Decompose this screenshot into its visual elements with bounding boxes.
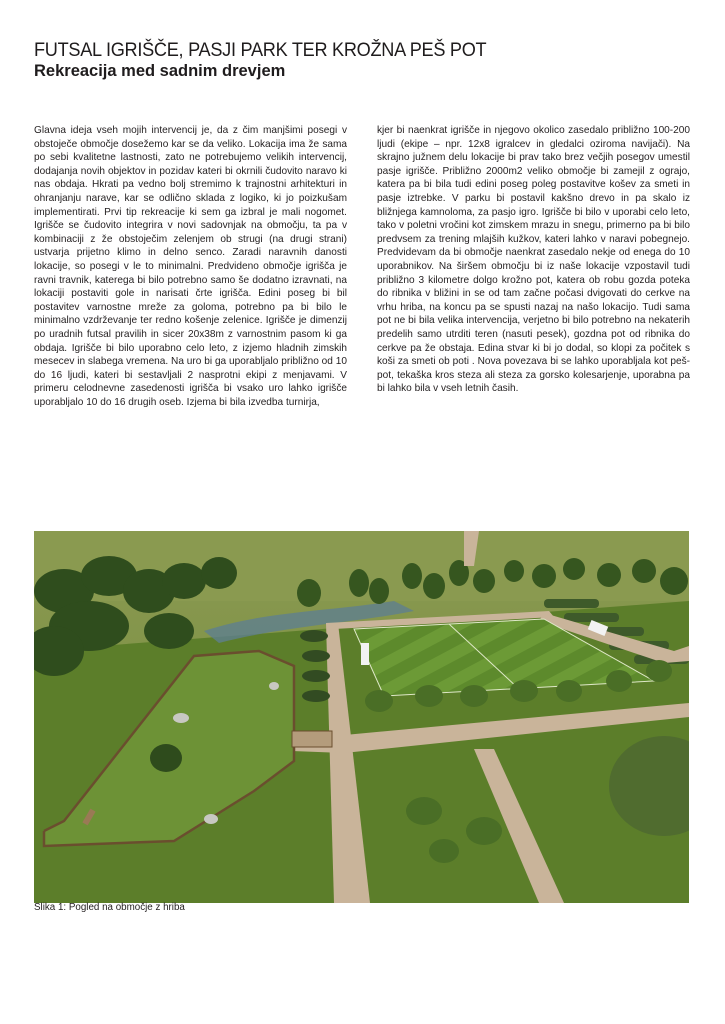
dog-park-entrance bbox=[292, 731, 332, 747]
dog-park-tree bbox=[150, 744, 182, 772]
aerial-render-image bbox=[34, 531, 689, 903]
paragraph-left: Glavna ideja vseh mojih intervencij je, da z čim manjšimi posegi v obstoječe območje dosežemo kar se da veliko. Lokacija ima že sama po sebi kvalitetne lastnosti, zato ne potrebujemo velikih intervencij, dodajanja novih objektov in pozidav kateri bi okrnili čudovito naravo ki nas obdaja. Hkrati pa vedno bolj stremimo k trajnostni arhitekturi in ohranjanju narave, kar se odlično sklada z logiko, ki jo poizkušam implementirati. Prvi tip rekreacije ki sem ga izbral je mali nogomet. Igrišče se čudovito integrira v novi sadovnjak na območju, ta pa v kombinaciji z že obstoječim zelenjem ob strugi (na drugi strani) ustvarja prijetno klimo in delno senco. Zaradi naravnih danosti lokacije, so posegi v le to minimalni. Predvideno območje igrišča je ravni travnik, katerega bi bilo potrebno samo še dodatno izravnati, na lokaciji postaviti gole in narisati črte igrišča. Edini poseg bi bil postavitev varnostne mreže za goloma, potrebno pa bi bilo le minimalno vzdrževanje ter redno košenje zelenice. Igrišče je dimenzij po uradnih futsal pravilih in sicer 20x38m z varnostnim pasom ki ga obdaja. Igrišče bi bilo uporabno celo leto, z izjemo hladnih zimskih mesecev in slabega vremena. Na uro bi ga uporabljalo približno od 10 do 16 ljudi, kateri bi sestavljali 2 nasprotni ekipi z menjavami. V primeru celodnevne zasedenosti igrišča bi vsako uro lahko igrišče uporabljalo 10 do 16 drugih oseb. Izjema bi bila izvedba turnirja, bbox=[34, 125, 347, 408]
body-column-right bbox=[377, 124, 690, 396]
body-column-left bbox=[34, 124, 347, 409]
figure-caption: Slika 1: Pogled na območje z hriba bbox=[34, 902, 185, 913]
page-subtitle: Rekreacija med sadnim drevjem bbox=[34, 62, 286, 80]
paragraph-right: kjer bi naenkrat igrišče in njegovo okolico zasedalo približno 100-200 ljudi (ekipe – npr. 12x8 igralcev in gledalci oziroma navijači). Na skrajno južnem delu lokacije bi prav tako brez večjih posegov umestil pasje igrišče. Približno 2000m2 veliko območje bi zamejil z ograjo, katera pa bi bila tudi edini poseg poleg postavitve košev za smeti in pasje iztrebke. V parku bi postavil kakšno drevo in pa skalo iz bližnjega kamnoloma, za pasjo igro. Igrišče bi bilo v uporabi celo leto, tako v poletni vročini kot zimskem mrazu in snegu, primerno pa bi bilo predvsem za trening mlajših kužkov, kateri lahko v naravi pobegnejo. Predvidevam da bi območje naenkrat zasedalo nekje od enega do 10 uporabnikov. Na širšem območju bi iz naše lokacije vzpostavil tudi približno 3 kilometre dolgo krožno pot, katera ob robu gozda poteka do ribnika v bližini in se od tam začne počasi dvigovati do cerkve na vrhu hriba, na koncu pa se spusti nazaj na našo lokacijo. Tudi sama pot ne bi bila velika intervencija, verjetno bi bilo potrebno na nekaterih predelih samo utrditi teren (nasuti pesek), gozdna pot od ribnika do cerkve pa že obstaja. Edina stvar ki bi jo dodal, so klopi za počitek s koši za smeti ob poti . Nova povezava bi se lahko uporabljala kot pešpot, tekaška kros steza ali steza za gorsko kolesarjenje, uporabna pa bi lahko bila v vseh letnih časih. bbox=[377, 125, 690, 395]
page-title: FUTSAL IGRIŠČE, PASJI PARK TER KROŽNA PEŠ POT bbox=[34, 39, 487, 61]
goal-left bbox=[361, 643, 369, 665]
